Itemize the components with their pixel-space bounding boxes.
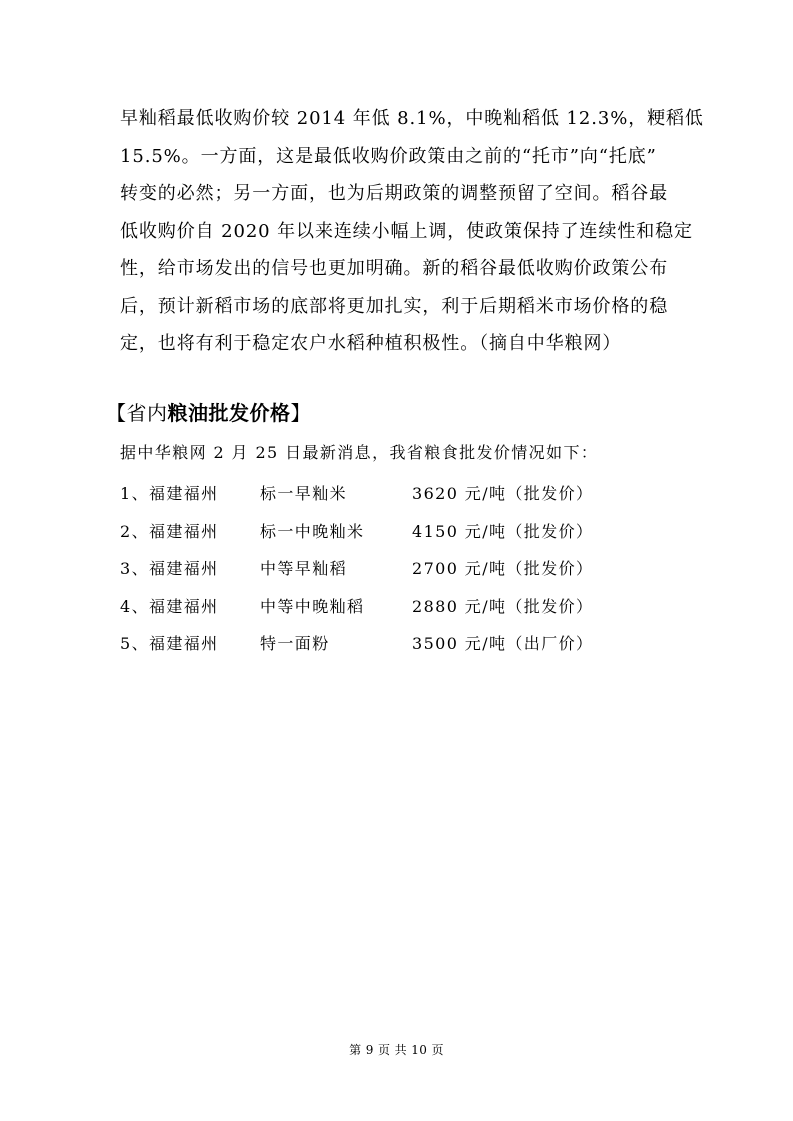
price-value: 3500 元/吨（出厂价） xyxy=(412,634,594,653)
price-item: 中等中晚籼稻 xyxy=(260,596,365,616)
price-item: 标一中晚籼米 xyxy=(260,521,365,541)
article-paragraph xyxy=(120,100,720,363)
price-value: 2880 元/吨（批发价） xyxy=(412,596,594,616)
section-heading xyxy=(106,398,311,428)
price-place: 5、福建福州 xyxy=(120,634,219,653)
price-item: 中等早籼稻 xyxy=(260,559,348,578)
price-value: 2700 元/吨（批发价） xyxy=(412,559,594,578)
paragraph-line: 定，也将有利于稳定农户水稻种植积极性。（摘自中华粮网） xyxy=(120,333,622,354)
paragraph-line: 转变的必然；另一方面，也为后期政策的调整预留了空间。稻谷最 xyxy=(120,183,669,204)
price-value: 3620 元/吨（批发价） xyxy=(412,484,594,503)
price-place: 1、福建福州 xyxy=(120,484,219,503)
price-item: 标一早籼米 xyxy=(260,484,348,503)
heading-title: 粮油批发价格 xyxy=(167,401,291,425)
price-place: 2、福建福州 xyxy=(120,521,219,541)
price-place: 3、福建福州 xyxy=(120,559,219,578)
paragraph-line: 15.5%。一方面，这是最低收购价政策由之前的“托市”向“托底” xyxy=(120,145,657,167)
heading-prefix: 【省内 xyxy=(106,401,168,425)
paragraph-line: 性，给市场发出的信号也更加明确。新的稻谷最低收购价政策公布 xyxy=(120,258,669,279)
paragraph-line: 低收购价自 2020 年以来连续小幅上调，使政策保持了连续性和稳定 xyxy=(120,220,693,242)
price-item: 特一面粉 xyxy=(260,634,330,653)
paragraph-line: 后，预计新稻市场的底部将更加扎实，利于后期稻米市场价格的稳 xyxy=(120,295,669,317)
price-value: 4150 元/吨（批发价） xyxy=(412,521,594,541)
heading-suffix: 】 xyxy=(290,401,311,425)
section-intro: 据中华粮网 2 月 25 日最新消息，我省粮食批发价情况如下： xyxy=(120,443,599,462)
price-place: 4、福建福州 xyxy=(120,596,219,616)
page-footer: 第 9 页 共 10 页 xyxy=(349,1043,444,1057)
paragraph-line: 早籼稻最低收购价较 2014 年低 8.1%，中晚籼稻低 12.3%，粳稻低 xyxy=(120,108,704,129)
